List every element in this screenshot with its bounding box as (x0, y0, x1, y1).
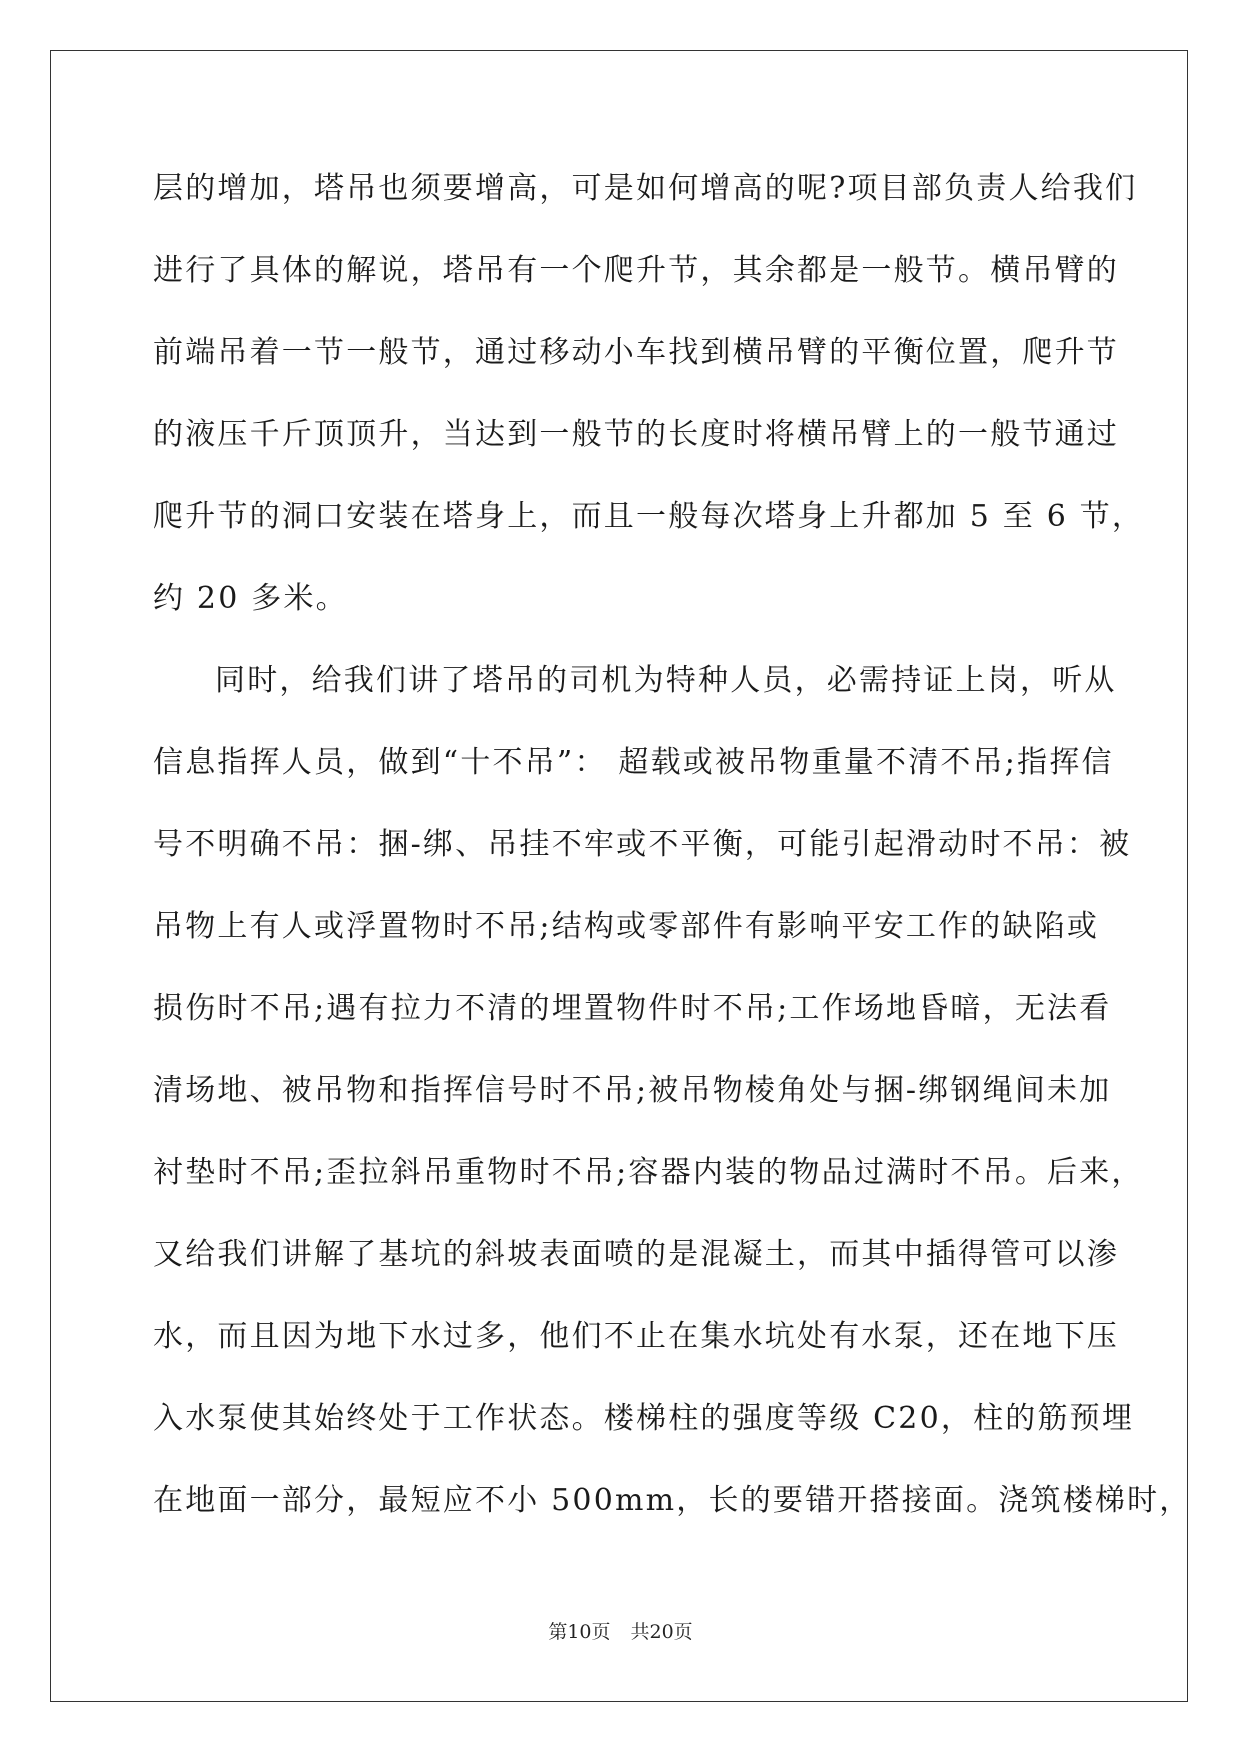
text-line: 清场地、被吊物和指挥信号时不吊;被吊物棱角处与捆-绑钢绳间未加 (153, 1073, 1112, 1108)
document-body (153, 160, 1192, 1554)
paragraph-start-line: 同时，给我们讲了塔吊的司机为特种人员，必需持证上岗，听从 (215, 663, 1117, 698)
text-line: 吊物上有人或浮置物时不吊;结构或零部件有影响平安工作的缺陷或 (153, 909, 1100, 944)
text-line: 爬升节的洞口安装在塔身上，而且一般每次塔身上升都加 5 至 6 节， (153, 499, 1145, 534)
text-line: 号不明确不吊：捆-绑、吊挂不牢或不平衡，可能引起滑动时不吊：被 (153, 827, 1132, 862)
text-line: 水，而且因为地下水过多，他们不止在集水坑处有水泵，还在地下压 (153, 1319, 1119, 1354)
page-footer (0, 1617, 1241, 1644)
text-line: 又给我们讲解了基坑的斜坡表面喷的是混凝土，而其中插得管可以渗 (153, 1237, 1119, 1272)
text-line: 约 20 多米。 (153, 581, 348, 616)
text-line: 损伤时不吊;遇有拉力不清的埋置物件时不吊;工作场地昏暗，无法看 (153, 991, 1112, 1026)
text-line: 衬垫时不吊;歪拉斜吊重物时不吊;容器内装的物品过满时不吊。后来， (153, 1155, 1144, 1190)
text-line: 入水泵使其始终处于工作状态。楼梯柱的强度等级 C20，柱的筋预埋 (153, 1401, 1135, 1436)
text-line: 前端吊着一节一般节，通过移动小车找到横吊臂的平衡位置，爬升节 (153, 335, 1119, 370)
text-line: 的液压千斤顶顶升，当达到一般节的长度时将横吊臂上的一般节通过 (153, 417, 1119, 452)
page-number-total: 共20页 (630, 1621, 693, 1643)
text-line: 进行了具体的解说，塔吊有一个爬升节，其余都是一般节。横吊臂的 (153, 253, 1119, 288)
page-number-current: 第10页 (548, 1621, 611, 1643)
text-line: 在地面一部分，最短应不小 500mm，长的要错开搭接面。浇筑楼梯时， (153, 1483, 1192, 1518)
text-line: 信息指挥人员，做到“十不吊”： 超载或被吊物重量不清不吊;指挥信 (153, 745, 1114, 780)
text-line: 层的增加，塔吊也须要增高，可是如何增高的呢?项目部负责人给我们 (153, 171, 1138, 206)
